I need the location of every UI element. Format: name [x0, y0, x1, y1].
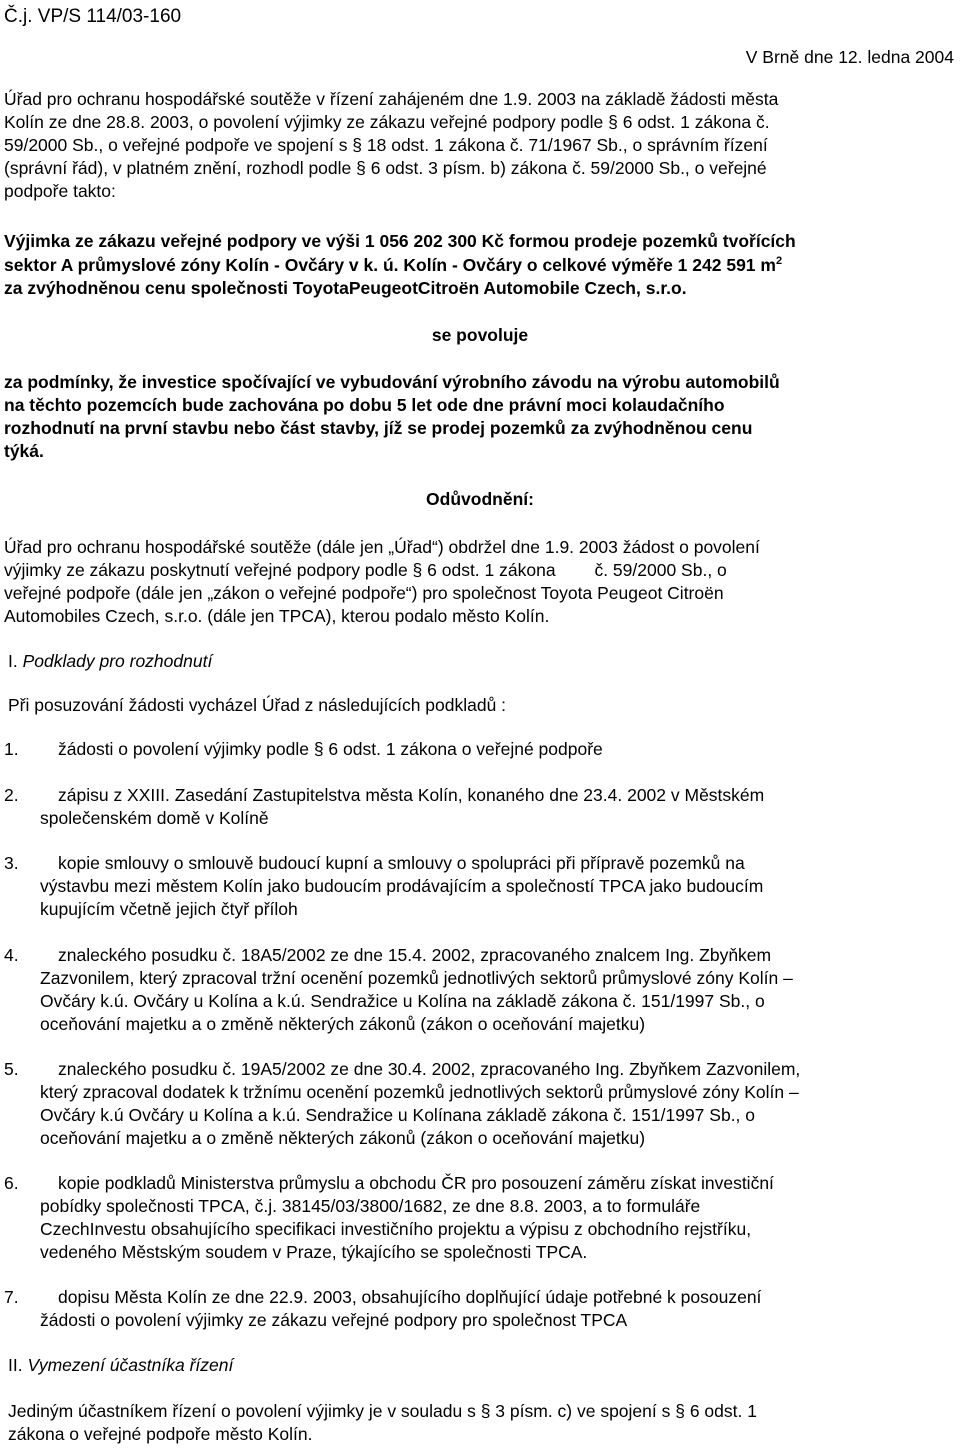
- area-unit-superscript: 2: [775, 254, 783, 267]
- list-item-line: společenském domě v Kolíně: [40, 808, 269, 828]
- verdict: se povoluje: [431, 325, 529, 345]
- document-date: V Brně dne 12. ledna 2004: [745, 47, 954, 67]
- intro-paragraph: [4, 88, 954, 203]
- list-item: [4, 1172, 954, 1264]
- list-item-line: CzechInvestu obsahujícího specifikaci investičního projektu a výpisu z obchodního rejstříku,: [40, 1219, 752, 1239]
- list-item-line: kupujícím včetně jejich čtyř příloh: [40, 899, 298, 919]
- list-item-number: 5.: [4, 1059, 19, 1079]
- justification-heading: Odůvodnění:: [426, 489, 534, 509]
- list-item-line: dopisu Města Kolín ze dne 22.9. 2003, obsahujícího doplňující údaje potřebné k posouzení: [58, 1287, 762, 1307]
- decision-line: za zvýhodněnou cenu společnosti ToyotaPeugeotCitroën Automobile Czech, s.r.o.: [4, 278, 687, 298]
- list-item-line: oceňování majetku a o změně některých zákonů (zákon o oceňování majetku): [40, 1128, 646, 1148]
- decision-line: Výjimka ze zákazu veřejné podpory ve výši 1 056 202 300 Kč formou prodeje pozemků tvořících: [4, 231, 796, 251]
- condition-line: rozhodnutí na první stavbu nebo část stavby, jíž se prodej pozemků za zvýhodněnou cenu: [4, 418, 753, 438]
- section-number: I.: [8, 651, 18, 671]
- justification-line: veřejné podpoře (dále jen „zákon o veřejné podpoře“) pro společnost Toyota Peugeot Citroën: [4, 583, 724, 603]
- justification-line: Úřad pro ochranu hospodářské soutěže (dále jen „Úřad“) obdržel dne 1.9. 2003 žádost o povolení: [4, 537, 760, 557]
- decision-line: [4, 254, 954, 278]
- justification-line: Automobiles Czech, s.r.o. (dále jen TPCA), kterou podalo město Kolín.: [4, 606, 550, 626]
- list-item-line: Ovčáry k.ú. Ovčáry u Kolína a k.ú. Sendražice u Kolína na základě zákona č. 151/1997 Sb., o: [40, 991, 765, 1011]
- section-title: Vymezení účastníka řízení: [27, 1355, 234, 1375]
- list-item-line: Zazvonilem, který zpracoval tržní ocenění pozemků jednotlivých sektorů průmyslové zóny Kolín –: [40, 968, 793, 988]
- list-item-line: výstavbu mezi městem Kolín jako budoucím prodávajícím a společností TPCA jako budoucím: [40, 876, 764, 896]
- section2-line: zákona o veřejné podpoře město Kolín.: [8, 1424, 313, 1444]
- list-item-line: Ovčáry k.ú Ovčáry u Kolína a k.ú. Sendražice u Kolínana základě zákona č. 151/1997 Sb., o: [40, 1105, 755, 1125]
- section-heading-2: [8, 1354, 233, 1377]
- list-item-line: vedeného Městským soudem v Praze, týkajícího se společnosti TPCA.: [40, 1242, 588, 1262]
- list-item: [4, 852, 954, 921]
- list-item-line: kopie podkladů Ministerstva průmyslu a obchodu ČR pro posouzení záměru získat investiční: [58, 1173, 774, 1193]
- list-item: [4, 944, 954, 1036]
- section-heading-1: [8, 650, 212, 673]
- reference-number: Č.j. VP/S 114/03-160: [4, 6, 182, 27]
- list-item-line: žádosti o povolení výjimky podle § 6 odst. 1 zákona o veřejné podpoře: [58, 739, 603, 759]
- section2-line: Jediným účastníkem řízení o povolení výjimky je v souladu s § 3 písm. c) ve spojení s § 6 odst. 1: [8, 1401, 757, 1421]
- list-item-line: znaleckého posudku č. 19A5/2002 ze dne 30.4. 2002, zpracovaného Ing. Zbyňkem Zazvonilem,: [58, 1059, 801, 1079]
- list-item: [4, 1058, 954, 1150]
- justification-paragraph: [4, 536, 954, 628]
- decision-statement: [4, 230, 954, 301]
- condition-line: týká.: [4, 441, 44, 461]
- list-item: [4, 1286, 954, 1332]
- condition-line: na těchto pozemcích bude zachována po dobu 5 let ode dne právní moci kolaudačního: [4, 395, 725, 415]
- list-item-number: 7.: [4, 1287, 19, 1307]
- intro-line: Úřad pro ochranu hospodářské soutěže v řízení zahájeném dne 1.9. 2003 na základě žádosti města: [4, 89, 779, 109]
- list-item-number: 2.: [4, 785, 19, 805]
- list-item-number: 1.: [4, 739, 19, 759]
- section-title: Podklady pro rozhodnutí: [22, 651, 213, 671]
- condition-paragraph: [4, 371, 954, 463]
- list-item-line: kopie smlouvy o smlouvě budoucí kupní a smlouvy o spolupráci při přípravě pozemků na: [58, 853, 745, 873]
- section2-paragraph: [8, 1400, 958, 1446]
- justification-line: výjimky ze zákazu poskytnutí veřejné podpory podle § 6 odst. 1 zákona č. 59/2000 Sb., o: [4, 560, 727, 580]
- list-item-line: oceňování majetku a o změně některých zákonů (zákon o oceňování majetku): [40, 1014, 646, 1034]
- intro-line: podpoře takto:: [4, 181, 116, 201]
- list-item: [4, 738, 954, 761]
- list-item-number: 6.: [4, 1173, 19, 1193]
- condition-line: za podmínky, že investice spočívající ve vybudování výrobního závodu na výrobu automobilů: [4, 372, 780, 392]
- list-item-number: 3.: [4, 853, 19, 873]
- section-number: II.: [8, 1355, 23, 1375]
- list-item-line: pobídky společnosti TPCA, č.j. 38145/03/3800/1682, ze dne 8.8. 2003, a to formuláře: [40, 1196, 701, 1216]
- intro-line: Kolín ze dne 28.8. 2003, o povolení výjimky ze zákazu veřejné podpory podle § 6 odst. 1 zákona č.: [4, 112, 770, 132]
- intro-line: 59/2000 Sb., o veřejné podpoře ve spojení s § 18 odst. 1 zákona č. 71/1967 Sb., o správním řízení: [4, 135, 768, 155]
- intro-line: (správní řád), v platném znění, rozhodl podle § 6 odst. 3 písm. b) zákona č. 59/2000 Sb., o veřejné: [4, 158, 767, 178]
- list-item-line: který zpracoval dodatek k tržnímu ocenění pozemků jednotlivých sektorů průmyslové zóny Kolín –: [40, 1082, 799, 1102]
- list-item-number: 4.: [4, 945, 19, 965]
- list-item-line: znaleckého posudku č. 18A5/2002 ze dne 15.4. 2002, zpracovaného znalcem Ing. Zbyňkem: [58, 945, 772, 965]
- list-item: [4, 784, 954, 830]
- list-item-line: zápisu z XXIII. Zasedání Zastupitelstva města Kolín, konaného dne 23.4. 2002 v Městském: [58, 785, 765, 805]
- section1-intro: Při posuzování žádosti vycházel Úřad z následujících podkladů :: [8, 695, 507, 715]
- decision-line-text: sektor A průmyslové zóny Kolín - Ovčáry v k. ú. Kolín - Ovčáry o celkové výměře 1 242 591 m: [4, 254, 776, 275]
- list-item-line: žádosti o povolení výjimky ze zákazu veřejné podpory pro společnost TPCA: [40, 1310, 628, 1330]
